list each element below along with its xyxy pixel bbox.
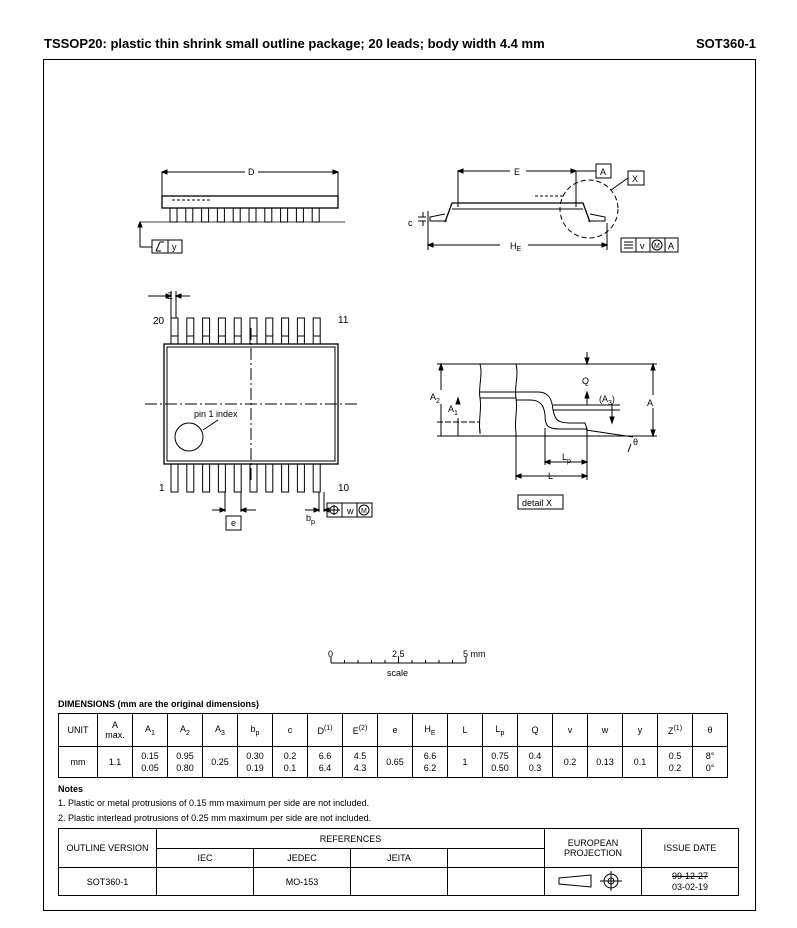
end-view bbox=[418, 164, 678, 252]
label-A1-sub: 1 bbox=[454, 410, 458, 417]
outline-version-header: OUTLINE VERSION bbox=[59, 829, 157, 868]
label-bp bbox=[306, 513, 315, 526]
iec-cell bbox=[157, 868, 254, 896]
dim-value: 1 bbox=[462, 757, 468, 767]
label-c: c bbox=[408, 218, 413, 228]
dim-value-cell bbox=[693, 747, 728, 778]
dim-value-cell bbox=[483, 747, 518, 778]
dim-value-cell bbox=[238, 747, 273, 778]
label-A1 bbox=[448, 404, 458, 417]
dimensions-heading-rest: (mm are the original dimensions) bbox=[117, 699, 260, 709]
label-X: X bbox=[632, 174, 639, 184]
dim-header-sup: (1) bbox=[673, 724, 683, 732]
dim-header-sup: (1) bbox=[323, 724, 333, 732]
dim-header-cell bbox=[448, 714, 483, 747]
dim-header-main: E bbox=[352, 725, 359, 736]
side-lead bbox=[186, 208, 193, 222]
dim-header-cell bbox=[308, 714, 343, 747]
dim-value: 0.50 bbox=[491, 763, 509, 773]
scale-tick-2-5: 2.5 bbox=[392, 649, 405, 659]
dim-header-cell bbox=[658, 714, 693, 747]
dim-value: 6.6 bbox=[423, 751, 437, 761]
side-lead bbox=[202, 208, 209, 222]
lead-top bbox=[187, 318, 194, 344]
label-D: D bbox=[248, 167, 255, 177]
dim-header-cell bbox=[483, 714, 518, 747]
label-A-right: A bbox=[647, 398, 654, 408]
dim-header-main: D bbox=[317, 725, 324, 736]
dim-value-cell bbox=[343, 747, 378, 778]
label-Lp-sub: p bbox=[567, 458, 571, 465]
lead-bottom bbox=[266, 464, 273, 492]
dim-value: 0.80 bbox=[176, 763, 194, 773]
dim-value: 6.6 bbox=[318, 751, 332, 761]
lead-top bbox=[218, 318, 225, 344]
page-title: TSSOP20: plastic thin shrink small outline package; 20 leads; body width 4.4 mm bbox=[44, 36, 545, 51]
dim-header-cell bbox=[553, 714, 588, 747]
lead-top bbox=[297, 318, 304, 344]
label-A3-sub: 3 bbox=[608, 400, 612, 407]
dim-value: 0.15 bbox=[141, 751, 159, 761]
label-HE-main: H bbox=[510, 241, 517, 251]
dim-value: 0.1 bbox=[633, 757, 647, 767]
label-HE-sub: E bbox=[516, 246, 522, 253]
dim-value-cell bbox=[203, 747, 238, 778]
jeita-header: JEITA bbox=[351, 849, 448, 868]
dim-header-cell bbox=[623, 714, 658, 747]
side-lead bbox=[312, 208, 319, 222]
dimensions-heading-bold: DIMENSIONS bbox=[58, 699, 116, 709]
dim-value: 0.2 bbox=[283, 751, 297, 761]
side-lead bbox=[170, 208, 177, 222]
dim-value-cell bbox=[168, 747, 203, 778]
dim-value: 0.75 bbox=[491, 751, 509, 761]
note-1: 1. Plastic or metal protrusions of 0.15 mm maximum per side are not included. bbox=[58, 798, 370, 808]
dim-header-cell bbox=[133, 714, 168, 747]
dim-header-cell bbox=[168, 714, 203, 747]
label-pin11: 11 bbox=[338, 315, 349, 326]
dim-header-sub: E bbox=[430, 729, 436, 737]
dim-header-main: A bbox=[145, 723, 152, 734]
label-pin20: 20 bbox=[153, 316, 165, 327]
european-projection-header: EUROPEAN PROJECTION bbox=[545, 829, 642, 868]
dim-value: 0.13 bbox=[596, 757, 614, 767]
dim-header-line2: max. bbox=[105, 730, 125, 740]
label-bp-sub: p bbox=[311, 519, 315, 526]
dim-value-cell bbox=[308, 747, 343, 778]
dim-value: 0° bbox=[705, 763, 715, 773]
dim-header-sub: 3 bbox=[221, 729, 225, 737]
lead-bottom bbox=[218, 464, 225, 492]
top-view bbox=[145, 291, 372, 530]
label-Q: Q bbox=[582, 376, 590, 386]
dim-value: 0.3 bbox=[528, 763, 542, 773]
label-detail-x: detail X bbox=[522, 498, 553, 508]
blank-header bbox=[448, 849, 545, 868]
dim-value-cell bbox=[448, 747, 483, 778]
label-pin1-index: pin 1 index bbox=[194, 409, 238, 419]
dim-value: 0.19 bbox=[246, 763, 264, 773]
dim-value-cell bbox=[59, 747, 98, 778]
dim-header-sub: p bbox=[255, 729, 260, 737]
lead-top bbox=[203, 318, 210, 344]
dim-value: 0.95 bbox=[176, 751, 194, 761]
label-pin1: 1 bbox=[159, 483, 165, 494]
dim-header-main: UNIT bbox=[67, 725, 89, 735]
lead-bottom bbox=[234, 464, 241, 492]
dim-header-sub: p bbox=[500, 729, 505, 737]
dim-value: 0.4 bbox=[528, 751, 542, 761]
dim-header-main: Q bbox=[531, 725, 539, 735]
dim-header-main: b bbox=[250, 723, 256, 734]
side-lead bbox=[296, 208, 303, 222]
dim-header-main: A bbox=[180, 723, 187, 734]
dim-header-main: y bbox=[637, 725, 643, 735]
dim-header-cell bbox=[59, 714, 98, 747]
label-M-2: M bbox=[361, 508, 367, 515]
dim-value-cell bbox=[273, 747, 308, 778]
dim-value: 0.65 bbox=[386, 757, 404, 767]
iec-header: IEC bbox=[157, 849, 254, 868]
lead-bottom bbox=[282, 464, 289, 492]
lead-bottom bbox=[171, 464, 178, 492]
dim-value-cell bbox=[133, 747, 168, 778]
references-table bbox=[58, 828, 739, 896]
projection-symbol-icon bbox=[553, 870, 633, 892]
dim-header-main: e bbox=[392, 725, 398, 735]
label-A3-close: ) bbox=[611, 394, 615, 404]
version-cell: SOT360-1 bbox=[59, 868, 157, 896]
label-y: y bbox=[172, 242, 177, 252]
dim-header-main: A bbox=[111, 720, 118, 730]
label-Z: Z bbox=[167, 291, 173, 301]
blank-cell bbox=[448, 868, 545, 896]
dim-value-cell bbox=[413, 747, 448, 778]
dim-value: 0.30 bbox=[246, 751, 264, 761]
label-A-ref: A bbox=[668, 241, 675, 251]
issue-date-new: 03-02-19 bbox=[671, 881, 709, 892]
dim-value-cell bbox=[98, 747, 133, 778]
dim-header-main: A bbox=[215, 723, 222, 734]
dimensions-header-row bbox=[59, 714, 728, 747]
dim-header-cell bbox=[273, 714, 308, 747]
side-lead bbox=[265, 208, 272, 222]
scale-label: scale bbox=[387, 668, 409, 678]
dim-value: 4.3 bbox=[353, 763, 367, 773]
dim-value: 8° bbox=[705, 751, 715, 761]
lead-top bbox=[171, 318, 178, 344]
lead-bottom bbox=[297, 464, 304, 492]
dim-header-cell bbox=[588, 714, 623, 747]
dim-header-cell bbox=[98, 714, 133, 747]
label-Lp-main: L bbox=[562, 452, 568, 462]
dim-value: 0.2 bbox=[668, 763, 682, 773]
dim-header-main: Z bbox=[667, 725, 674, 736]
lead-bottom bbox=[203, 464, 210, 492]
label-A-box: A bbox=[600, 167, 607, 177]
dim-header-cell bbox=[343, 714, 378, 747]
dim-value: 1.1 bbox=[108, 757, 122, 767]
dim-header-cell bbox=[378, 714, 413, 747]
dim-header-sub: 2 bbox=[186, 729, 190, 737]
dim-value-cell bbox=[378, 747, 413, 778]
lead-top bbox=[282, 318, 289, 344]
dim-value: mm bbox=[70, 757, 86, 767]
dim-value: 6.4 bbox=[318, 763, 332, 773]
label-E: E bbox=[514, 167, 521, 177]
label-A2 bbox=[430, 392, 440, 405]
label-A3-open: (A bbox=[599, 394, 608, 404]
label-pin10: 10 bbox=[338, 483, 350, 494]
side-lead bbox=[233, 208, 240, 222]
lead-top bbox=[313, 318, 320, 344]
dim-header-cell bbox=[518, 714, 553, 747]
lead-bottom bbox=[313, 464, 320, 492]
dim-value: 6.2 bbox=[423, 763, 437, 773]
dim-header-cell bbox=[693, 714, 728, 747]
lead-top bbox=[234, 318, 241, 344]
side-lead bbox=[281, 208, 288, 222]
projection-cell bbox=[545, 868, 642, 896]
dim-value-cell bbox=[588, 747, 623, 778]
jedec-header: JEDEC bbox=[254, 849, 351, 868]
dim-value: 0.5 bbox=[668, 751, 682, 761]
lead-bottom bbox=[187, 464, 194, 492]
label-bp-main: b bbox=[306, 513, 312, 523]
dim-value: 0.25 bbox=[211, 757, 229, 767]
dim-header-main: w bbox=[601, 725, 609, 735]
label-w: w bbox=[347, 506, 354, 516]
dim-header-main: H bbox=[424, 723, 431, 734]
dim-header-cell bbox=[203, 714, 238, 747]
dim-value: 0.1 bbox=[283, 763, 297, 773]
label-e: e bbox=[231, 518, 237, 528]
scale-tick-0: 0 bbox=[328, 649, 334, 659]
label-theta: θ bbox=[633, 437, 639, 447]
detail-x bbox=[437, 352, 657, 509]
dim-value-cell bbox=[518, 747, 553, 778]
jeita-cell bbox=[351, 868, 448, 896]
dim-header-cell bbox=[238, 714, 273, 747]
label-A1-main: A bbox=[448, 404, 455, 414]
dim-value-cell bbox=[658, 747, 693, 778]
issue-date-header: ISSUE DATE bbox=[642, 829, 739, 868]
jedec-cell: MO-153 bbox=[254, 868, 351, 896]
dimensions-table bbox=[58, 713, 728, 778]
dim-header-main: v bbox=[567, 725, 573, 735]
side-lead bbox=[249, 208, 256, 222]
dim-header-main: L bbox=[495, 723, 501, 734]
issue-date-old: 99-12-27 bbox=[671, 870, 709, 881]
dim-header-sub: 1 bbox=[151, 729, 155, 737]
label-A2-main: A bbox=[430, 392, 437, 402]
side-lead bbox=[217, 208, 224, 222]
issue-date-cell bbox=[642, 868, 739, 896]
references-header: REFERENCES bbox=[157, 829, 545, 849]
dim-value: 4.5 bbox=[353, 751, 367, 761]
label-Lp bbox=[562, 452, 571, 465]
package-code: SOT360-1 bbox=[696, 36, 756, 51]
dim-header-cell bbox=[413, 714, 448, 747]
dim-header-sup: (2) bbox=[358, 724, 368, 732]
lead-top bbox=[266, 318, 273, 344]
notes-title: Notes bbox=[58, 784, 84, 794]
label-L: L bbox=[548, 471, 554, 481]
label-A2-sub: 2 bbox=[436, 398, 440, 405]
dim-header-main: L bbox=[462, 725, 468, 735]
dim-value: 0.05 bbox=[141, 763, 159, 773]
dim-value: 0.2 bbox=[563, 757, 577, 767]
dim-header-main: c bbox=[287, 725, 293, 735]
label-v: v bbox=[640, 241, 645, 251]
dim-value-cell bbox=[623, 747, 658, 778]
label-M: M bbox=[654, 243, 660, 250]
dim-value-cell bbox=[553, 747, 588, 778]
dimensions-value-row bbox=[59, 747, 728, 778]
note-2: 2. Plastic interlead protrusions of 0.25 mm maximum per side are not included. bbox=[58, 813, 372, 823]
label-HE bbox=[510, 241, 522, 253]
dim-header-main: θ bbox=[707, 725, 713, 735]
side-view bbox=[138, 170, 345, 253]
dimensions-heading bbox=[58, 699, 259, 709]
scale-tick-5: 5 mm bbox=[463, 649, 486, 659]
